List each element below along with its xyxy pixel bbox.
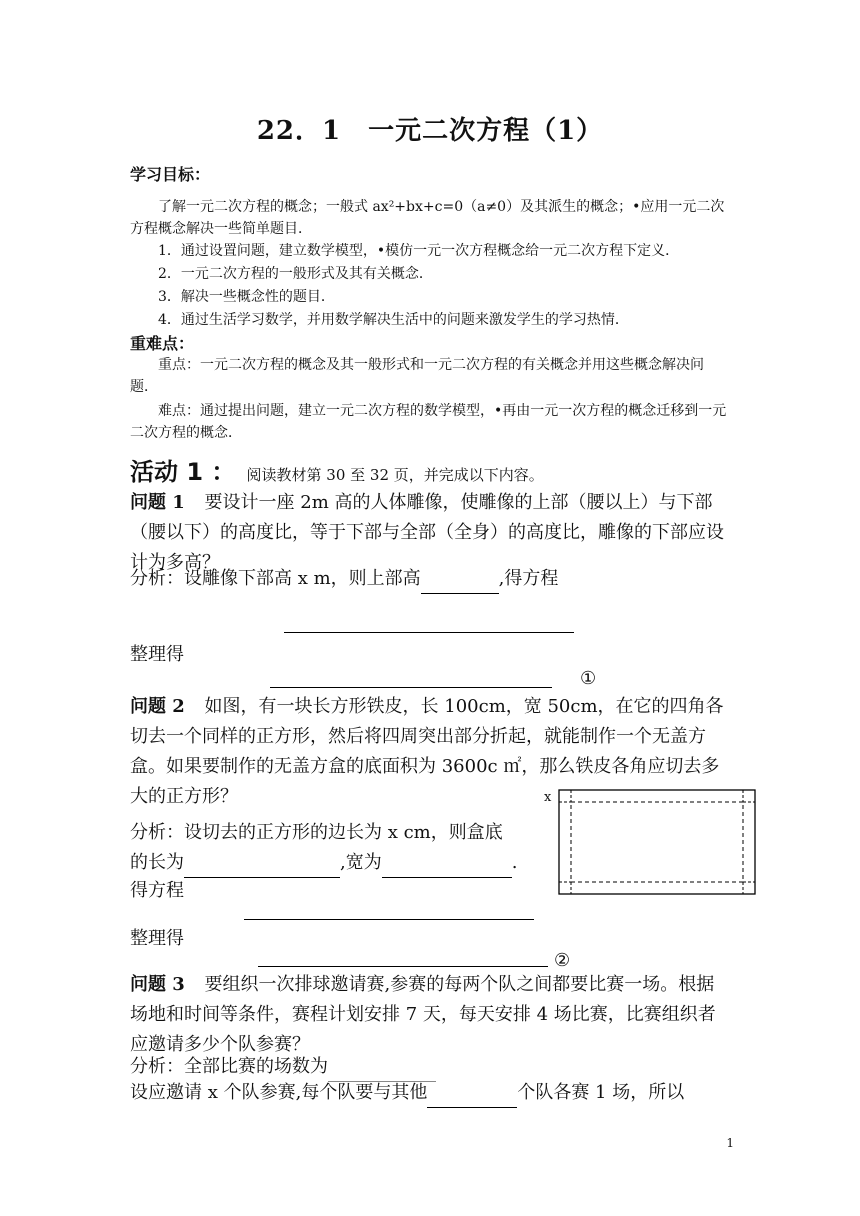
problem-2-equation: 得方程	[130, 880, 184, 901]
problem-1-text: 要设计一座 2m 高的人体雕像，使雕像的上部（腰以上）与下部（腰以下）的高度比，等于下部与全部（全身）的高度比，雕像的下部应设计为多高？	[130, 492, 724, 573]
sheet-outline	[559, 790, 755, 894]
blank-equation-1[interactable]	[284, 632, 574, 633]
problem-2-arrange: 整理得	[130, 928, 184, 949]
problem-2-analysis-2	[130, 848, 517, 878]
analysis-2-pre: 的长为	[130, 852, 184, 873]
problem-1-label: 问题 1	[130, 492, 185, 513]
problem-1-arrange: 整理得	[130, 644, 184, 665]
fold-lines	[571, 802, 743, 882]
problem-3-setup	[130, 1078, 684, 1108]
goal-item-1: 1．通过设置问题，建立数学模型，•模仿一元一次方程概念给一元二次方程下定义．	[158, 243, 680, 259]
analysis-2-end: .	[511, 852, 518, 873]
goals-intro: 了解一元二次方程的概念；一般式 ax²+bx+c=0（a≠0）及其派生的概念；•应用一元二次方程概念解决一些简单题目．	[130, 199, 725, 237]
problem-1-analysis-pre: 分析：设雕像下部高 x m，则上部高	[130, 568, 421, 589]
goal-item-2: 2．一元二次方程的一般形式及其有关概念．	[158, 266, 433, 282]
problem-3-setup-post: 个队各赛 1 场，所以	[517, 1082, 685, 1103]
blank-box-length[interactable]	[184, 859, 340, 878]
problem-1-analysis	[130, 564, 558, 594]
problem-2-analysis-1: 分析：设切去的正方形的边长为 x cm，则盒底	[130, 822, 503, 843]
key-point: 重点：一元二次方程的概念及其一般形式和一元二次方程的有关概念并用这些概念解决问题．	[130, 357, 704, 395]
blank-arranged-2[interactable]	[258, 966, 548, 967]
problem-2-label: 问题 2	[130, 696, 185, 717]
difficulty-heading: 重难点：	[130, 334, 195, 353]
blank-box-width[interactable]	[382, 859, 512, 878]
marker-2: ②	[554, 950, 571, 971]
figure-x-label: x	[544, 790, 552, 805]
activity-label: 活动 1 ：	[130, 458, 236, 486]
goal-item-3: 3．解决一些概念性的题目．	[158, 289, 335, 305]
activity-instruction: 阅读教材第 30 至 32 页，并完成以下内容。	[246, 466, 544, 484]
problem-1-analysis-post: ,得方程	[498, 568, 559, 589]
problem-3-setup-pre: 设应邀请 x 个队参赛,每个队要与其他	[130, 1082, 428, 1103]
activity-line	[130, 452, 544, 487]
marker-1: ①	[580, 668, 597, 689]
goals-heading: 学习目标：	[130, 165, 211, 184]
problem-2-text: 如图，有一块长方形铁皮，长 100cm，宽 50cm，在它的四角各切去一个同样的正方形，然后将四周突出部分折起，就能制作一个无盖方盒。如果要制作的无盖方盒的底面积为 3600c ㎡，那么铁皮各角应切去多大的正方形？	[130, 696, 724, 807]
iron-sheet-figure	[558, 789, 756, 895]
goal-item-4: 4．通过生活学习数学，并用数学解决生活中的问题来激发学生的学习热情．	[158, 312, 629, 328]
problem-3	[130, 970, 730, 1060]
blank-upper-height[interactable]	[421, 575, 499, 594]
hard-point: 难点：通过提出问题，建立一元二次方程的数学模型，•再由一元一次方程的概念迁移到一元二次方程的概念．	[130, 403, 727, 441]
blank-other-teams[interactable]	[427, 1089, 517, 1108]
analysis-2-mid: ,宽为	[340, 852, 382, 873]
page-number: 1	[726, 1136, 734, 1150]
problem-3-analysis-text: 分析：全部比赛的场数为	[130, 1056, 328, 1077]
blank-equation-2[interactable]	[244, 919, 534, 920]
problem-3-text: 要组织一次排球邀请赛,参赛的每两个队之间都要比赛一场。根据场地和时间等条件，赛程计划安排 7 天，每天安排 4 场比赛，比赛组织者应邀请多少个队参赛？	[130, 974, 716, 1055]
blank-arranged-1[interactable]	[270, 687, 552, 688]
problem-3-label: 问题 3	[130, 974, 185, 995]
page-title: 22．1 一元二次方程（1）	[256, 116, 604, 146]
